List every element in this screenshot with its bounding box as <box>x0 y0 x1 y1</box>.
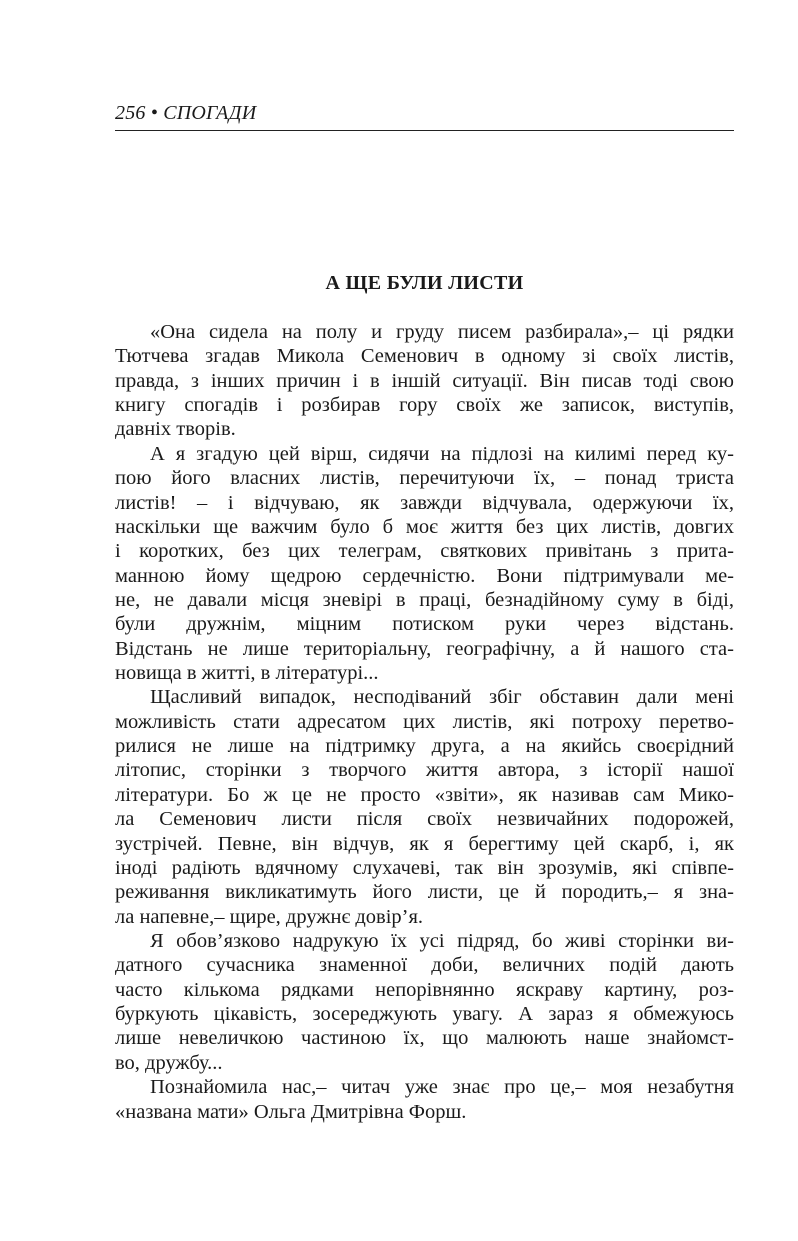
text-line: Щасливий випадок, несподіваний збіг обставин дали мені <box>150 686 734 709</box>
text-line: були дружнім, міцним потиском руки через відстань. <box>115 613 734 636</box>
body-text <box>115 320 734 1124</box>
text-line: книгу спогадів і розбирав гору своїх же записок, виступів, <box>115 394 734 417</box>
text-line: можливість стати адресатом цих листів, які потроху перетво- <box>115 710 734 733</box>
text-line: «названа мати» Ольга Дмитрівна Форш. <box>115 1100 467 1123</box>
text-line: зустрічей. Певне, він відчув, як я берегтиму цей скарб, і, як <box>115 832 734 855</box>
text-line: во, дружбу... <box>115 1051 223 1074</box>
text-line: манною йому щедрою сердечністю. Вони підтримували ме- <box>115 564 734 587</box>
text-line: Познайомила нас,– читач уже знає про це,– моя незабутня <box>150 1076 734 1099</box>
text-line: лише невеличкою частиною їх, що малюють наше знайомст- <box>115 1027 734 1050</box>
text-line: ла Семенович листи після своїх незвичайних подорожей, <box>115 808 734 831</box>
text-line: правда, з інших причин і в іншій ситуації. Він писав тоді свою <box>115 369 734 392</box>
text-line: пою його власних листів, перечитуючи їх, – понад триста <box>115 467 734 490</box>
text-line: наскільки ще важчим було б моє життя без цих листів, довгих <box>115 515 734 538</box>
text-line: рилися не лише на підтримку друга, а на якийсь своєрідний <box>115 735 734 758</box>
chapter-title: А ЩЕ БУЛИ ЛИСТИ <box>325 272 524 294</box>
text-line: Тютчева згадав Микола Семенович в одному зі своїх листів, <box>115 345 734 368</box>
text-line: ла напевне,– щире, дружнє довір’я. <box>115 905 424 928</box>
text-line: листів! – і відчуваю, як завжди відчувала, одержуючи їх, <box>115 491 734 514</box>
text-line: часто кількома рядками непорівнянно яскраву картину, роз- <box>115 978 734 1001</box>
text-line: реживання викликатимуть його листи, це й породить,– я зна- <box>115 881 734 904</box>
running-head-text: 256 • СПОГАДИ <box>115 102 257 124</box>
text-line: не, не давали місця зневірі в праці, безнадійному суму в біді, <box>115 588 734 611</box>
text-line: літопис, сторінки з творчого життя автора, з історії нашої <box>115 759 734 782</box>
text-line: давніх творів. <box>115 418 236 441</box>
text-line: Відстань не лише територіальну, географічну, а й нашого ста- <box>115 637 734 660</box>
text-line: літератури. Бо ж це не просто «звіти», як називав сам Мико- <box>115 783 734 806</box>
text-line: іноді радіють вдячному слухачеві, так він зрозумів, які співпе- <box>115 856 734 879</box>
running-head <box>115 100 734 131</box>
text-line: А я згадую цей вірш, сидячи на підлозі на килимі перед ку- <box>150 442 734 465</box>
text-line: буркують цікавість, зосереджують увагу. А зараз я обмежуюсь <box>115 1003 734 1026</box>
text-line: Я обов’язково надрукую їх усі підряд, бо живі сторінки ви- <box>150 929 734 952</box>
text-line: новища в житті, в літературі... <box>115 662 379 685</box>
text-line: датного сучасника знаменної доби, величних подій дають <box>115 954 734 977</box>
text-line: «Она сидела на полу и груду писем разбирала»,– ці рядки <box>150 321 734 343</box>
text-line: і коротких, без цих телеграм, святкових привітань з прита- <box>115 540 734 563</box>
